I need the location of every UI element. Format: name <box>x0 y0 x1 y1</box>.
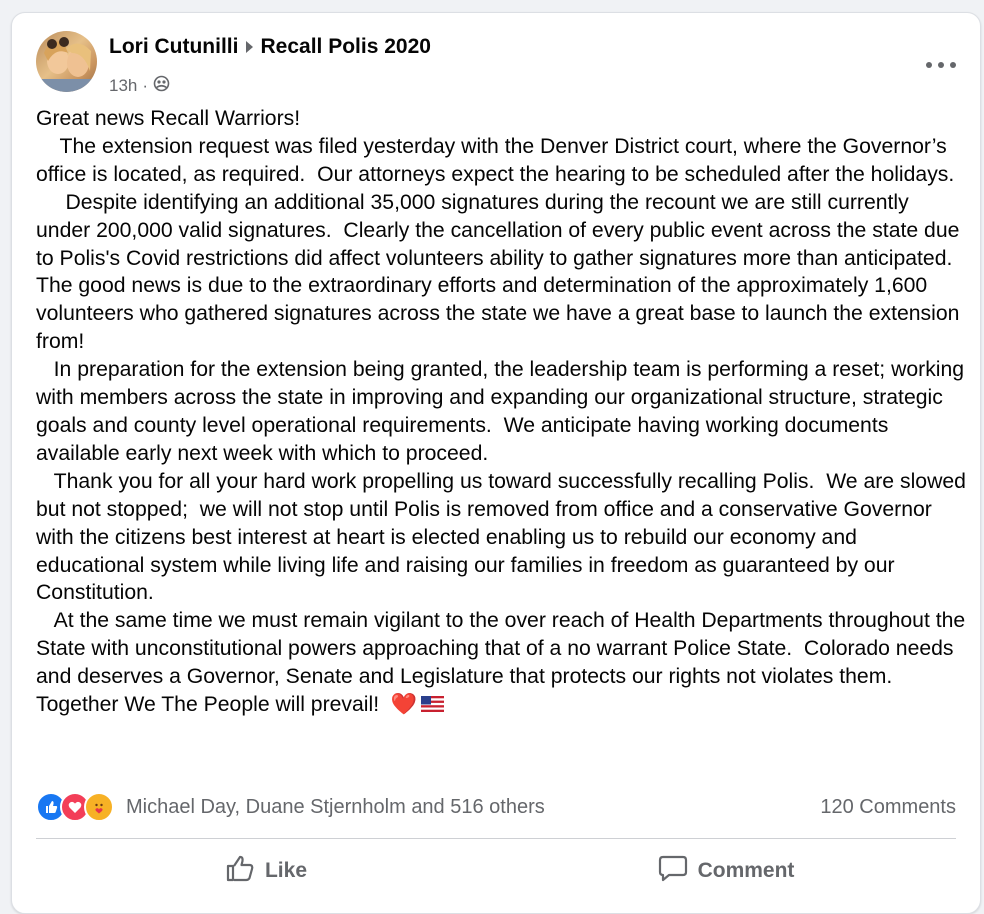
like-button[interactable] <box>36 849 496 893</box>
care-reaction-icon <box>84 792 114 822</box>
post-title-line <box>109 35 431 59</box>
post-actions <box>36 849 956 893</box>
post-timestamp[interactable]: 13h <box>109 76 138 95</box>
reaction-icons[interactable] <box>36 792 108 822</box>
author-avatar[interactable] <box>36 31 97 92</box>
post-card <box>11 12 981 914</box>
heart-emoji: ❤️ <box>390 693 418 717</box>
us-flag-icon <box>421 692 444 708</box>
comments-count[interactable]: 120 Comments <box>820 795 956 818</box>
meta-separator: · <box>142 76 149 95</box>
reactions-bar <box>36 791 956 823</box>
post-meta <box>109 75 170 97</box>
group-name[interactable]: Recall Polis 2020 <box>260 35 431 58</box>
actions-divider <box>36 838 956 839</box>
comment-label: Comment <box>697 859 795 882</box>
like-label: Like <box>264 859 308 882</box>
post-header <box>36 31 956 95</box>
more-options-icon[interactable] <box>926 58 956 72</box>
comment-bubble-icon <box>658 854 688 888</box>
reaction-names[interactable]: Michael Day, Duane Stjernholm and 516 others <box>126 795 545 818</box>
group-privacy-icon <box>153 75 170 97</box>
author-name[interactable]: Lori Cutunilli <box>109 35 239 58</box>
thumbs-up-icon <box>225 854 255 888</box>
caret-right-icon <box>246 41 253 53</box>
post-body <box>36 105 966 719</box>
post-text-content: Great news Recall Warriors! The extension request was filed yesterday with the Denver District court, where the Governor’s office is located, as required. Our attorneys expect the hearing to be scheduled after the holidays. Despite identifying an additional 35,000 signatures during the recount we are still currently under 200,000 valid signatures. Clearly the cancellation of every public event across the state due to Polis's Covid restrictions did affect volunteers ability to gather signatures more than anticipated. The good news is due to the extraordinary efforts and determination of the approximately 1,600 volunteers who gathered signatures across the state we have a great base to launch the extension from! In preparation for the extension being granted, the leadership team is performing a reset; working with members across the state in improving and expanding our organizational structure, strategic goals and county level operational requirements. We anticipate having working documents available early next week with which to proceed. Thank you for all your hard work propelling us toward successfully recalling Polis. We are slowed but not stopped; we will not stop until Polis is removed from office and a conservative Governor with the citizens best interest at heart is elected enabling us to rebuild our economy and educational system while living life and raising our families in freedom as guaranteed by our Constitution. At the same time we must remain vigilant to the over reach of Health Departments throughout the State with unconstitutional powers approaching that of a no warrant Police State. Colorado needs and deserves a Governor, Senate and Legislature that protects our rights not violates them. Together We The People will prevail! <box>36 107 966 717</box>
comment-button[interactable] <box>496 849 956 893</box>
